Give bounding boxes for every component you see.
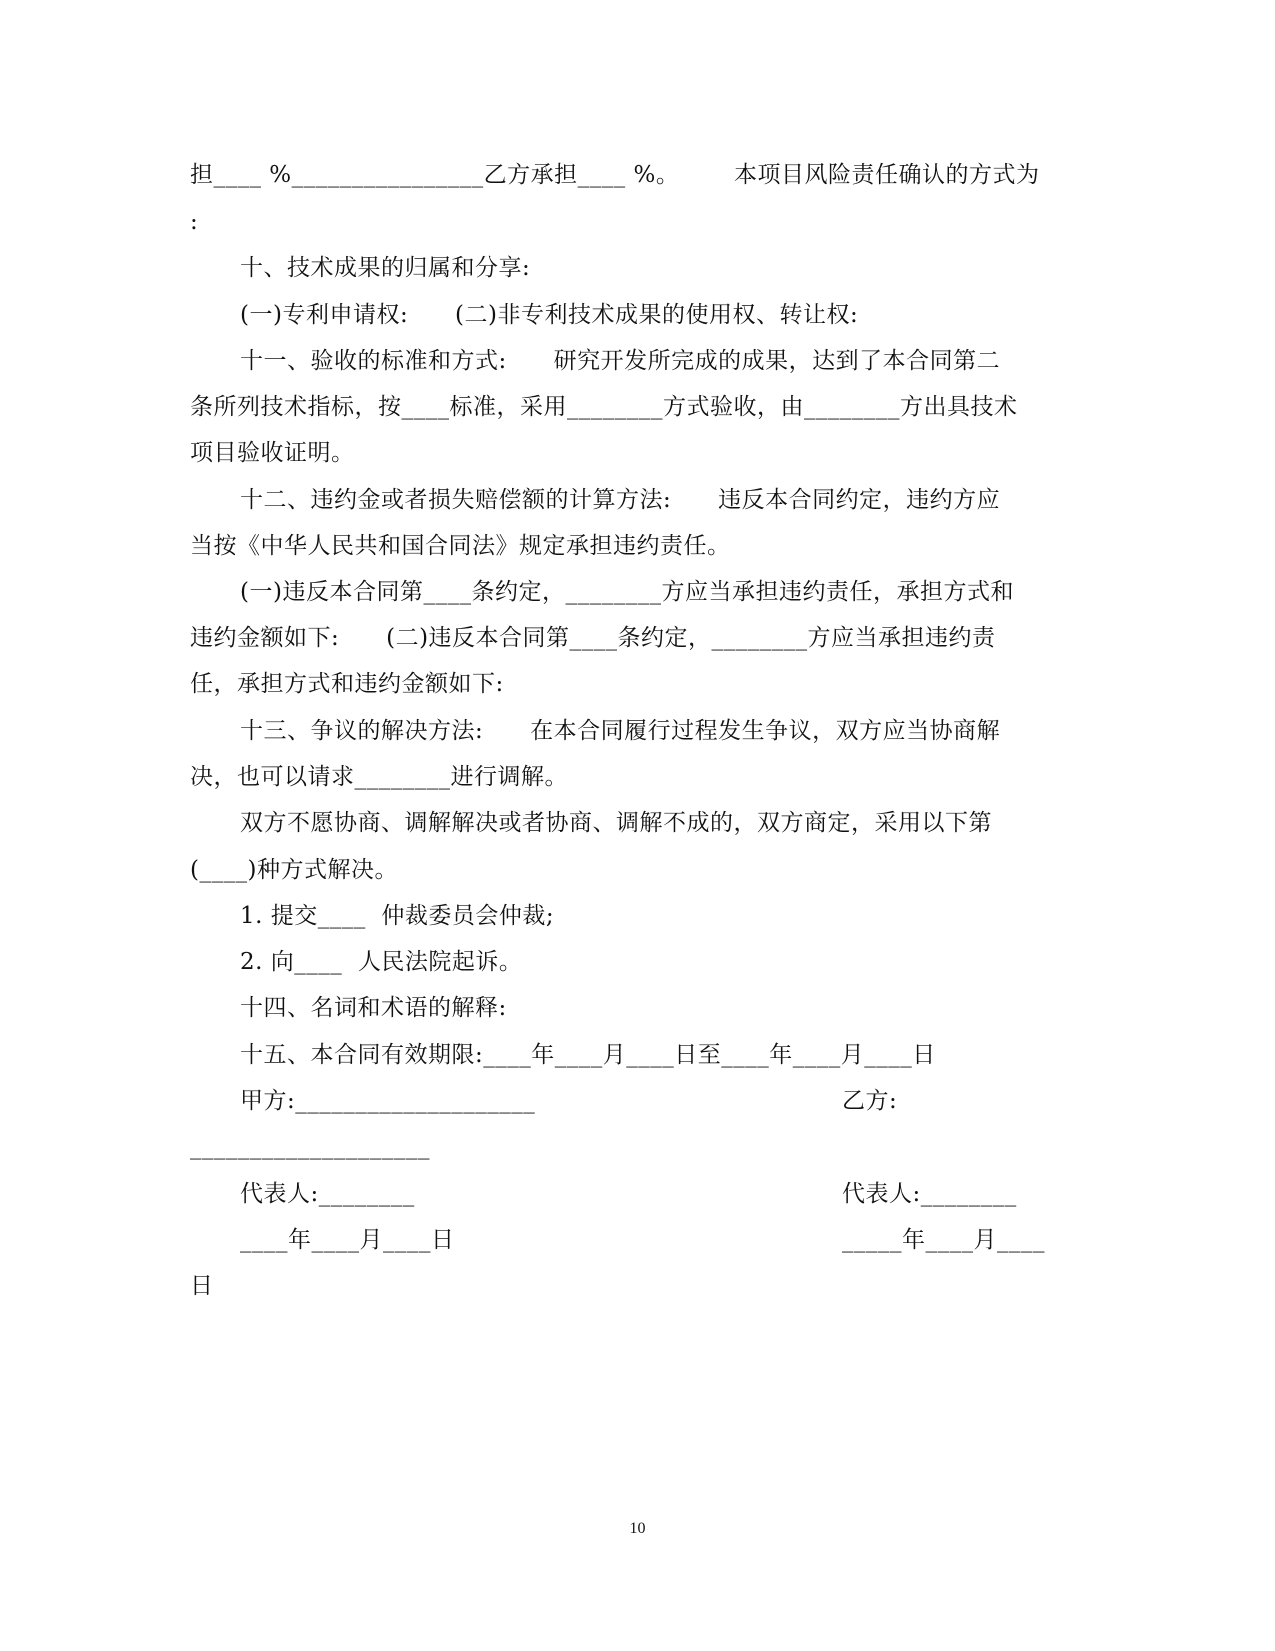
section-heading: 十三、争议的解决方法: 在本合同履行过程发生争议，双方应当协商解: [240, 718, 1001, 744]
text-line: :: [190, 209, 199, 235]
party-b-date-field-continued: 日: [190, 1273, 214, 1299]
text-line: 双方不愿协商、调解解决或者协商、调解不成的，双方商定，采用以下第: [240, 810, 992, 836]
section-heading: 十五、本合同有效期限:____年____月____日至____年____月____日: [240, 1042, 936, 1068]
party-b-representative-field: 代表人:________: [842, 1181, 1017, 1207]
text-line: 违约金额如下: (二)违反本合同第____条约定，________方应当承担违约责: [190, 625, 996, 651]
text-line: (一)专利申请权: (二)非专利技术成果的使用权、转让权:: [240, 302, 859, 328]
party-b-signature-field: ____________________: [190, 1134, 430, 1160]
text-line: (一)违反本合同第____条约定，________方应当承担违约责任，承担方式和: [240, 579, 1014, 605]
text-line: 当按《中华人民共和国合同法》规定承担违约责任。: [190, 533, 731, 559]
text-line: 任，承担方式和违约金额如下:: [190, 671, 504, 697]
party-a-signature-field: 甲方:____________________: [240, 1088, 536, 1114]
text-line: 决，也可以请求________进行调解。: [190, 764, 568, 790]
text-line: 项目验收证明。: [190, 440, 355, 466]
party-b-signature-label: 乙方:: [842, 1088, 898, 1114]
list-item: 2. 向____ 人民法院起诉。: [240, 949, 523, 975]
list-item: 1. 提交____ 仲裁委员会仲裁;: [240, 903, 555, 929]
text-line: 条所列技术指标，按____标准，采用________方式验收，由________方出具技术: [190, 394, 1018, 420]
text-line: (____)种方式解决。: [190, 857, 398, 883]
text-line: 担____ %________________乙方承担____ %。 本项目风险责任确认的方式为: [190, 162, 1040, 188]
section-heading: 十一、验收的标准和方式: 研究开发所完成的成果，达到了本合同第二: [240, 348, 1001, 374]
section-heading: 十二、违约金或者损失赔偿额的计算方法: 违反本合同约定，违约方应: [240, 487, 1001, 513]
section-heading: 十、技术成果的归属和分享:: [240, 255, 531, 281]
party-a-representative-field: 代表人:________: [240, 1181, 415, 1207]
party-a-date-field: ____年____月____日: [240, 1227, 455, 1253]
party-b-date-field: _____年____月____: [842, 1227, 1045, 1253]
page-number: 10: [629, 1520, 646, 1537]
section-heading: 十四、名词和术语的解释:: [240, 995, 507, 1021]
